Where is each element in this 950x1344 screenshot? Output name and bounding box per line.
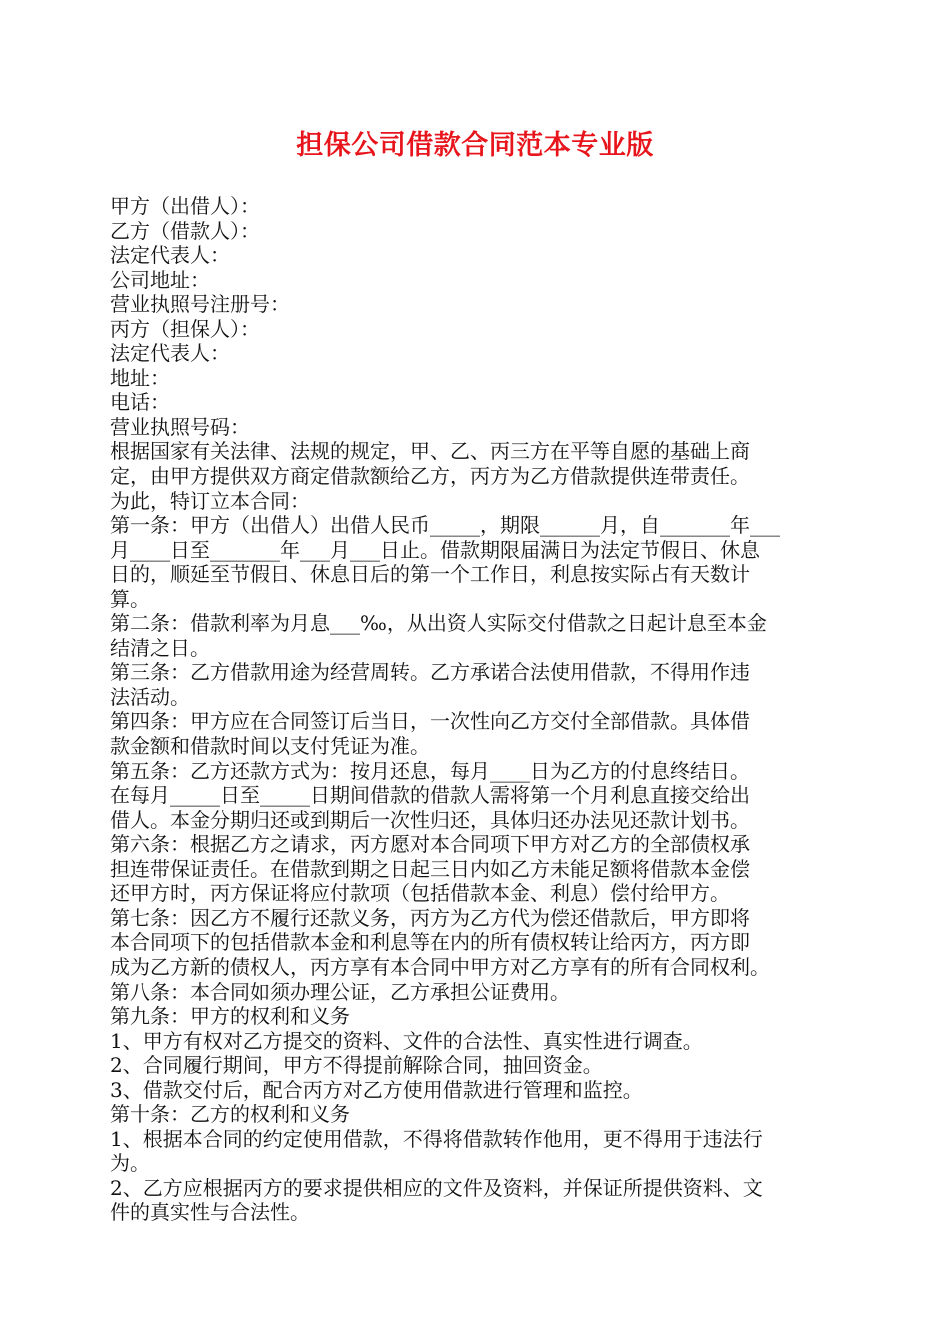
contract-line: 第六条：根据乙方之请求，丙方愿对本合同项下甲方对乙方的全部债权承 bbox=[110, 832, 750, 857]
contract-line: 定，由甲方提供双方商定借款额给乙方，丙方为乙方借款提供连带责任。 bbox=[110, 464, 750, 489]
contract-line: 法定代表人： bbox=[110, 243, 230, 268]
contract-line: 营业执照号注册号： bbox=[110, 292, 290, 317]
contract-line: 2、合同履行期间，甲方不得提前解除合同，抽回资金。 bbox=[110, 1053, 603, 1078]
contract-line: 第七条：因乙方不履行还款义务，丙方为乙方代为偿还借款后，甲方即将 bbox=[110, 905, 750, 930]
contract-line: 营业执照号码： bbox=[110, 414, 250, 439]
contract-line: 在每月_____日至_____日期间借款的借款人需将第一个月利息直接交给出 bbox=[110, 783, 750, 808]
contract-line: 月____日至_______年___月___日止。借款期限届满日为法定节假日、休息 bbox=[110, 537, 760, 562]
contract-line: 公司地址： bbox=[110, 267, 210, 292]
contract-line: 为此，特订立本合同： bbox=[110, 488, 310, 513]
contract-line: 根据国家有关法律、法规的规定，甲、乙、丙三方在平等自愿的基础上商 bbox=[110, 439, 750, 464]
contract-line: 本合同项下的包括借款本金和利息等在内的所有债权转让给丙方，丙方即 bbox=[110, 930, 750, 955]
document-title: 担保公司借款合同范本专业版 bbox=[296, 130, 654, 161]
contract-line: 结清之日。 bbox=[110, 635, 210, 660]
contract-line: 借人。本金分期归还或到期后一次性归还，具体归还办法见还款计划书。 bbox=[110, 807, 750, 832]
contract-line: 日的，顺延至节假日、休息日后的第一个工作日，利息按实际占有天数计 bbox=[110, 562, 750, 587]
contract-line: 法定代表人： bbox=[110, 341, 230, 366]
contract-line: 2、乙方应根据丙方的要求提供相应的文件及资料，并保证所提供资料、文 bbox=[110, 1175, 763, 1200]
contract-line: 1、根据本合同的约定使用借款，不得将借款转作他用，更不得用于违法行 bbox=[110, 1126, 763, 1151]
contract-line: 第九条：甲方的权利和义务 bbox=[110, 1004, 350, 1029]
contract-line: 电话： bbox=[110, 390, 170, 415]
contract-line: 成为乙方新的债权人，丙方享有本合同中甲方对乙方享有的所有合同权利。 bbox=[110, 954, 770, 979]
contract-line: 第三条：乙方借款用途为经营周转。乙方承诺合法使用借款，不得用作违 bbox=[110, 660, 750, 685]
contract-line: 第五条：乙方还款方式为：按月还息，每月____日为乙方的付息终结日。 bbox=[110, 758, 750, 783]
contract-line: 还甲方时，丙方保证将应付款项（包括借款本金、利息）偿付给甲方。 bbox=[110, 881, 730, 906]
contract-body bbox=[110, 194, 842, 1225]
contract-line: 3、借款交付后，配合丙方对乙方使用借款进行管理和监控。 bbox=[110, 1077, 643, 1102]
contract-line: 为。 bbox=[110, 1151, 150, 1176]
contract-line: 款金额和借款时间以支付凭证为准。 bbox=[110, 734, 430, 759]
contract-line: 第二条：借款利率为月息___‰，从出资人实际交付借款之日起计息至本金 bbox=[110, 611, 767, 636]
contract-line: 担连带保证责任。在借款到期之日起三日内如乙方未能足额将借款本金偿 bbox=[110, 856, 750, 881]
contract-line: 第八条：本合同如须办理公证，乙方承担公证费用。 bbox=[110, 979, 570, 1004]
contract-line: 甲方（出借人）： bbox=[110, 194, 260, 218]
contract-line: 件的真实性与合法性。 bbox=[110, 1200, 310, 1225]
contract-line: 第一条：甲方（出借人）出借人民币_____，期限______月，自_______年___ bbox=[110, 513, 780, 538]
contract-line: 1、甲方有权对乙方提交的资料、文件的合法性、真实性进行调查。 bbox=[110, 1028, 703, 1053]
contract-line: 丙方（担保人）： bbox=[110, 316, 260, 341]
contract-line: 乙方（借款人）： bbox=[110, 218, 260, 243]
contract-line: 第四条：甲方应在合同签订后当日，一次性向乙方交付全部借款。具体借 bbox=[110, 709, 750, 734]
contract-line: 第十条：乙方的权利和义务 bbox=[110, 1102, 350, 1127]
contract-line: 法活动。 bbox=[110, 684, 190, 709]
contract-line: 地址： bbox=[110, 365, 170, 390]
contract-line: 算。 bbox=[110, 586, 150, 611]
